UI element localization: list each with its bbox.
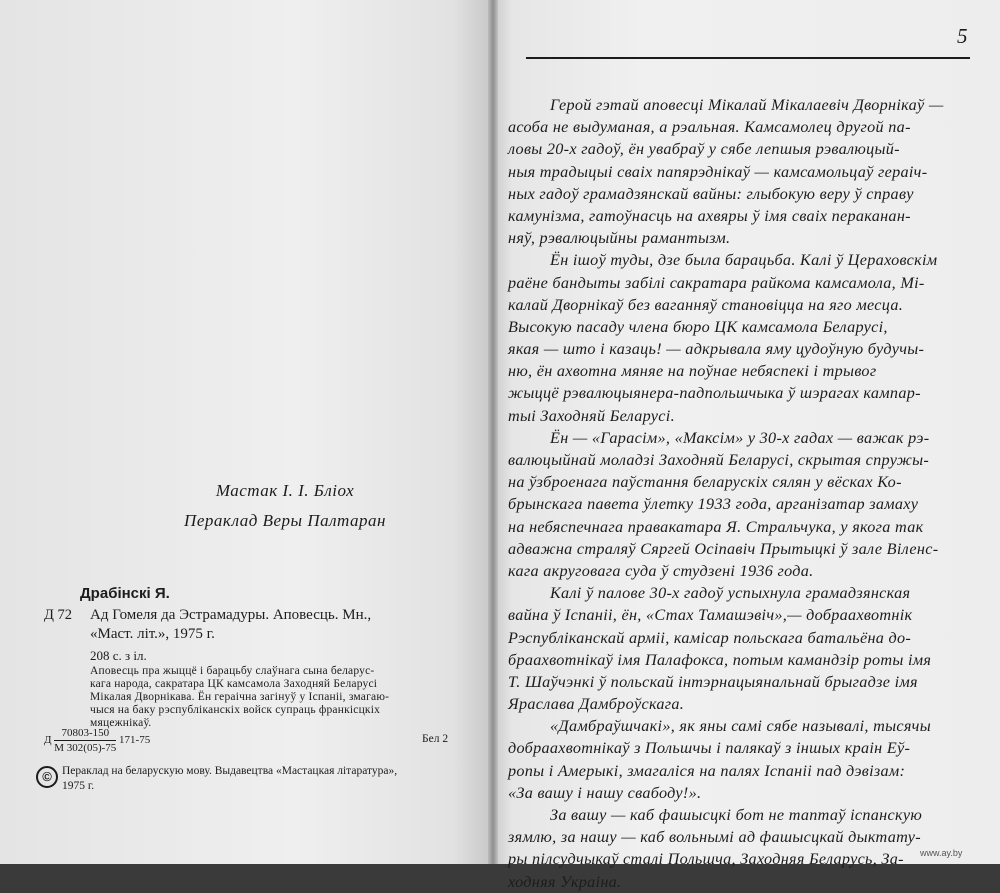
copyright-icon: © [36, 766, 58, 788]
text-line: камунізма, гатоўнасць на ахвяры ў імя сваіх пераканан- [508, 206, 911, 225]
header-rule [526, 57, 970, 59]
annotation-line: кага народа, сакратара ЦК камсамола Заходняй Беларусі [90, 678, 378, 690]
annotation-line: чыся на баку рэспубліканскіх войск супраць франкісцкіх [90, 704, 381, 716]
text-line: на небяспечнага правакатара Я. Стральчука, у якога так [508, 517, 924, 536]
catalog-bel: Бел 2 [422, 733, 449, 745]
catalog-author: Драбінскі Я. [80, 585, 170, 602]
index-numerator: 70803-150 [54, 726, 116, 741]
index-prefix: Д [44, 734, 52, 747]
text-line: За вашу — каб фашысцкі бот не таптаў іспанскую [550, 806, 923, 824]
text-line: зямлю, за нашу — каб вольнымі ад фашысцкай дыктату- [508, 828, 921, 847]
left-page [0, 0, 492, 864]
catalog-annotation [90, 665, 490, 730]
text-line: адважна страляў Сяргей Осіпавіч Прытыцкі ў зале Віленс- [508, 539, 939, 558]
text-line: вайна ў Іспаніі, ён, «Стах Тамашэвіч»,— добраахвотнік [508, 606, 913, 625]
text-line: Рэспубліканскай арміі, камісар польскага батальёна до- [508, 628, 912, 647]
catalog-pages: 208 с. з іл. [90, 648, 147, 663]
text-line: Высокую пасаду члена бюро ЦК камсамола Беларусі, [508, 317, 888, 336]
annotation-line: Аповесць пра жыццё і барацьбу слаўнага сына беларус- [90, 665, 375, 677]
text-line: раёне бандыты забілі сакратара райкома камсамола, Мі- [508, 273, 925, 292]
catalog-title-line: «Маст. літ.», 1975 г. [90, 626, 215, 642]
index-fraction [54, 726, 116, 755]
text-line: ловы 20-х гадоў, ён увабраў у сябе лепшыя рэвалюцый- [508, 140, 900, 159]
text-line: Ён — «Гарасім», «Максім» у 30-х гадах — важак рэ- [550, 428, 930, 447]
index-suffix: 171-75 [119, 734, 151, 747]
annotation-line: Мікалая Дворнікава. Ён гераічна загінуў у Іспаніі, змагаю- [90, 691, 390, 703]
annotation-line: мяцежнікаў. [90, 717, 152, 729]
text-line: ныя традыцыі сваіх папярэднікаў — камсамольцаў гераіч- [508, 162, 928, 181]
text-line: валюцыйнай моладзі Заходняй Беларусі, скрытая спружы- [508, 451, 930, 469]
credits-block [120, 476, 450, 536]
catalog-title-line: Ад Гомеля да Эстрамадуры. Аповесць. Мн., [90, 607, 372, 623]
text-line: браахвотнікаў імя Палафокса, потым камандзір роты імя [508, 650, 932, 669]
text-line: на ўзброенага паўстання беларускіх сялян у вёсках Ко- [508, 473, 902, 492]
index-denominator: М 302(05)-75 [54, 742, 117, 754]
text-line: якая — што і казаць! — адкрывала яму цудоўную будучы- [508, 340, 925, 359]
book-gutter [488, 0, 498, 864]
text-line: Ён ішоў туды, дзе была барацьба. Калі ў Цераховскім [550, 251, 938, 270]
text-line: ных гадоў грамадзянскай вайны: глыбокую веру ў справу [508, 184, 914, 203]
catalog-code: Д 72 [44, 607, 73, 623]
text-line: ропы і Амерыкі, змагаліся на палях Іспаніі пад дэвізам: [508, 761, 906, 780]
text-line: асоба не выдуманая, а рэальная. Камсамолец другой па- [508, 118, 911, 137]
text-line: няў, рэвалюцыйны рамантызм. [508, 229, 731, 248]
text-line: «Дамбраўшчакі», як яны самі сябе называлі, тысячы [550, 717, 931, 736]
text-line: брынскага павета ўлетку 1933 года, арганізатар замаху [508, 495, 919, 514]
text-line: Яраслава Дамброўскага. [508, 695, 685, 714]
text-line: ры пілсудчыкаў сталі Польшча, Заходняя Беларусь, За- [508, 850, 904, 869]
copyright-text [62, 764, 476, 794]
text-line: тыі Заходняй Беларусі. [508, 406, 675, 425]
text-line: добраахвотнікаў з Польшчы і палякаў з іншых краін Еў- [508, 739, 911, 758]
text-line: «За вашу і нашу свабоду!». [508, 783, 702, 802]
catalog-index [44, 726, 150, 755]
text-line: Калі ў палове 30-х гадоў успыхнула грамадзянская [550, 584, 911, 603]
text-line: жыццё рэвалюцыянера-падпольшчыка ў шэрагах кампар- [508, 384, 921, 403]
text-line: Герой гэтай аповесці Мікалай Мікалаевіч Дворнікаў — [550, 96, 944, 114]
body-text [508, 94, 976, 893]
copyright-line: 1975 г. [62, 780, 95, 792]
text-line: ходняя Украіна. [508, 872, 622, 891]
copyright-line: Пераклад на беларускую мову. Выдавецтва «Мастацкая літаратура», [62, 765, 398, 777]
page-number: 5 [957, 24, 968, 48]
text-line: ню, ён ахвотна мяняе на поўнае небяспекі і трывог [508, 362, 877, 381]
watermark: www.ay.by [920, 848, 963, 858]
translator-credit: Пераклад Веры Палтаран [184, 511, 386, 530]
text-line: калай Дворнікаў без ваганняў становіцца на яго месца. [508, 295, 904, 314]
text-line: кага акруговага суда ў студзені 1936 года. [508, 561, 814, 580]
text-line: Т. Шаўчэнкі ў польскай інтэрнацыянальнай брыгадзе імя [508, 672, 918, 691]
artist-credit: Мастак І. І. Бліох [215, 481, 355, 500]
